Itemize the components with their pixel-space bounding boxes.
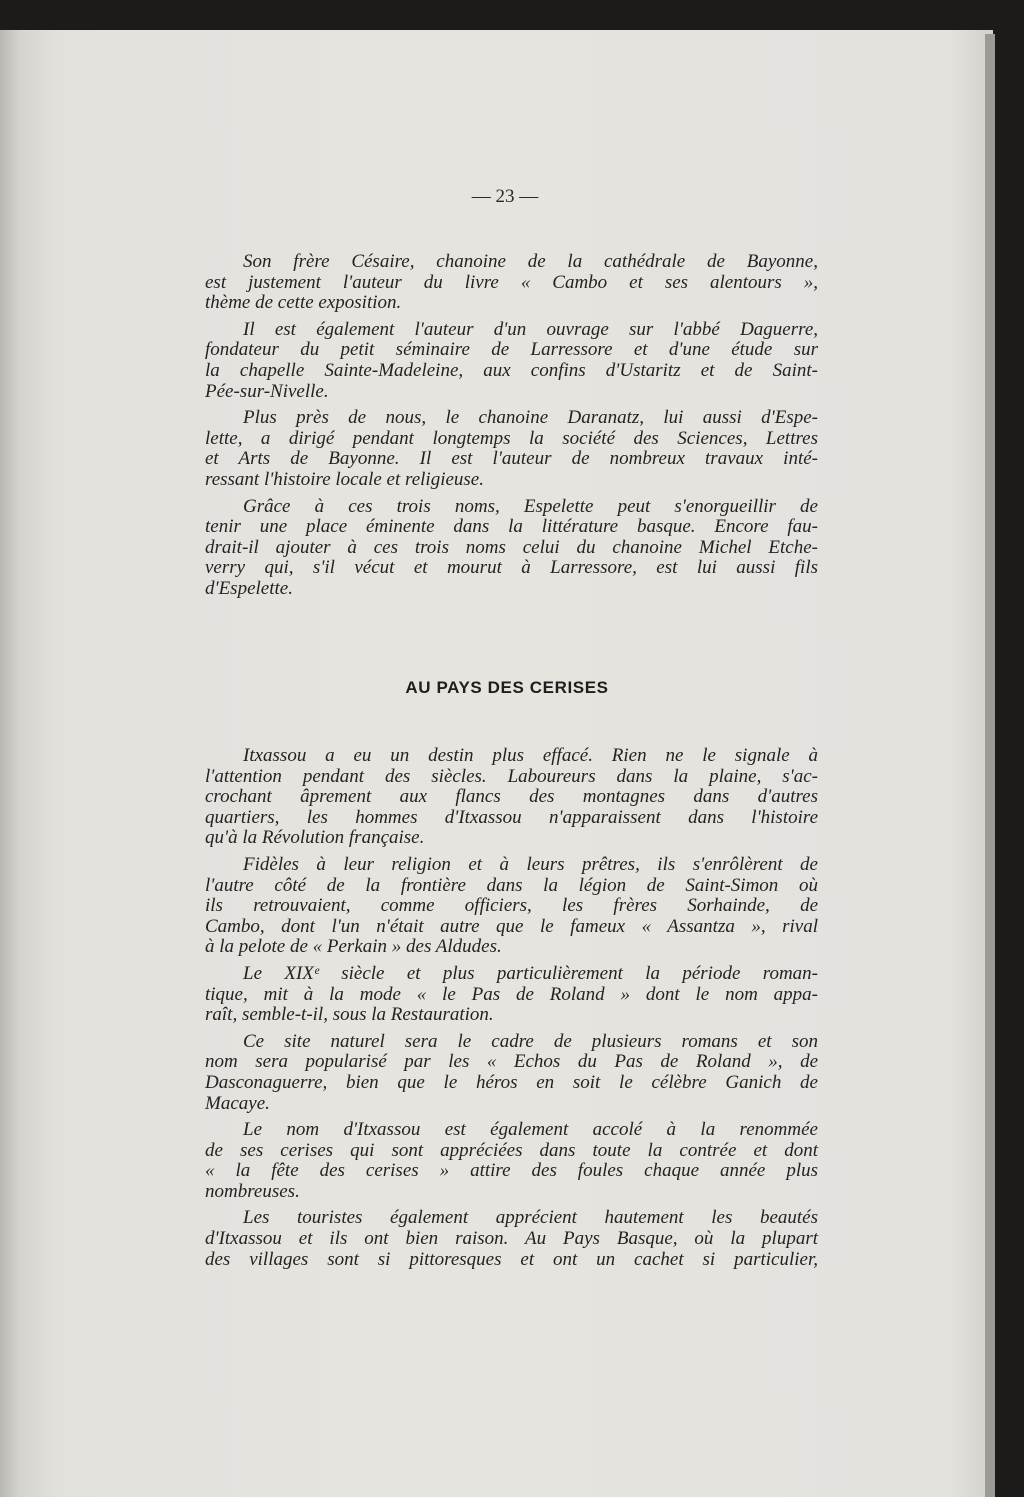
text-line: nom sera popularisé par les « Echos du Pas de Roland », de bbox=[205, 1051, 818, 1073]
text-line: Le nom d'Itxassou est également accolé à la renommée bbox=[243, 1119, 818, 1141]
text-line: Fidèles à leur religion et à leurs prêtres, ils s'enrôlèrent de bbox=[243, 853, 818, 875]
page-edge bbox=[985, 34, 995, 1497]
text-line: drait-il ajouter à ces trois noms celui du chanoine Michel Etche- bbox=[205, 536, 818, 558]
text-line: l'autre côté de la frontière dans la légion de Saint-Simon où bbox=[205, 874, 818, 896]
paragraph bbox=[205, 1208, 818, 1270]
text-line: Pée-sur-Nivelle. bbox=[205, 380, 329, 402]
text-line: Plus près de nous, le chanoine Daranatz, lui aussi d'Espe- bbox=[243, 407, 818, 429]
text-line: Les touristes également apprécient hautement les beautés bbox=[243, 1207, 818, 1229]
text-line: Dasconaguerre, bien que le héros en soit le célèbre Ganich de bbox=[205, 1071, 818, 1093]
text-line: Ce site naturel sera le cadre de plusieurs romans et son bbox=[243, 1030, 818, 1052]
text-line: Le XIXᵉ siècle et plus particulièrement la période roman- bbox=[243, 962, 818, 984]
text-line: à la pelote de « Perkain » des Aldudes. bbox=[205, 936, 502, 958]
text-line: Grâce à ces trois noms, Espelette peut s'enorgueillir de bbox=[243, 495, 818, 517]
text-line: crochant âprement aux flancs des montagnes dans d'autres bbox=[205, 786, 818, 808]
text-line: est justement l'auteur du livre « Cambo et ses alentours », bbox=[205, 271, 818, 293]
paragraph bbox=[205, 320, 818, 402]
section-au-pays-des-cerises-text bbox=[205, 746, 818, 1276]
text-line: quartiers, les hommes d'Itxassou n'apparaissent dans l'histoire bbox=[205, 806, 818, 828]
paragraph bbox=[205, 408, 818, 490]
text-line: qu'à la Révolution française. bbox=[205, 827, 425, 849]
text-line: d'Itxassou et ils ont bien raison. Au Pays Basque, où la plupart bbox=[205, 1228, 818, 1250]
text-line: Macaye. bbox=[205, 1092, 270, 1114]
text-line: tique, mit à la mode « le Pas de Roland » dont le nom appa- bbox=[205, 983, 818, 1005]
paragraph bbox=[205, 855, 818, 958]
text-line: Itxassou a eu un destin plus effacé. Rien ne le signale à bbox=[243, 745, 818, 766]
paragraph bbox=[205, 1120, 818, 1202]
section-heading: AU PAYS DES CERISES bbox=[405, 678, 609, 697]
page-number: — 23 — bbox=[471, 186, 539, 207]
paragraph bbox=[205, 1032, 818, 1114]
text-line: thème de cette exposition. bbox=[205, 292, 402, 314]
text-line: et Arts de Bayonne. Il est l'auteur de nombreux travaux inté- bbox=[205, 448, 818, 470]
paragraph bbox=[205, 964, 818, 1026]
text-line: Il est également l'auteur d'un ouvrage sur l'abbé Daguerre, bbox=[243, 318, 818, 340]
text-line: lette, a dirigé pendant longtemps la société des Sciences, Lettres bbox=[205, 427, 818, 449]
paragraph bbox=[205, 746, 818, 849]
text-line: l'attention pendant des siècles. Laboureurs dans la plaine, s'ac- bbox=[205, 765, 818, 787]
text-line: ils retrouvaient, comme officiers, les frères Sorhainde, de bbox=[205, 895, 818, 917]
paragraph bbox=[205, 252, 818, 314]
text-line: fondateur du petit séminaire de Larressore et d'une étude sur bbox=[205, 339, 818, 361]
text-line: la chapelle Sainte-Madeleine, aux confins d'Ustaritz et de Saint- bbox=[205, 359, 818, 381]
text-line: ressant l'histoire locale et religieuse. bbox=[205, 468, 484, 490]
text-line: de ses cerises qui sont appréciées dans toute la contrée et dont bbox=[205, 1139, 818, 1161]
section-espelette-text bbox=[205, 252, 818, 606]
text-line: nombreuses. bbox=[205, 1180, 300, 1202]
paragraph bbox=[205, 497, 818, 600]
text-line: Cambo, dont l'un n'était autre que le fameux « Assantza », rival bbox=[205, 915, 818, 937]
text-line: d'Espelette. bbox=[205, 577, 293, 599]
text-line: raît, semble-t-il, sous la Restauration. bbox=[205, 1004, 494, 1026]
text-line: tenir une place éminente dans la littérature basque. Encore fau- bbox=[205, 516, 818, 538]
text-line: verry qui, s'il vécut et mourut à Larressore, est lui aussi fils bbox=[205, 557, 818, 579]
text-line: « la fête des cerises » attire des foules chaque année plus bbox=[205, 1160, 818, 1182]
text-line: des villages sont si pittoresques et ont un cachet si particulier, bbox=[205, 1248, 818, 1270]
text-line: Son frère Césaire, chanoine de la cathédrale de Bayonne, bbox=[243, 251, 818, 272]
